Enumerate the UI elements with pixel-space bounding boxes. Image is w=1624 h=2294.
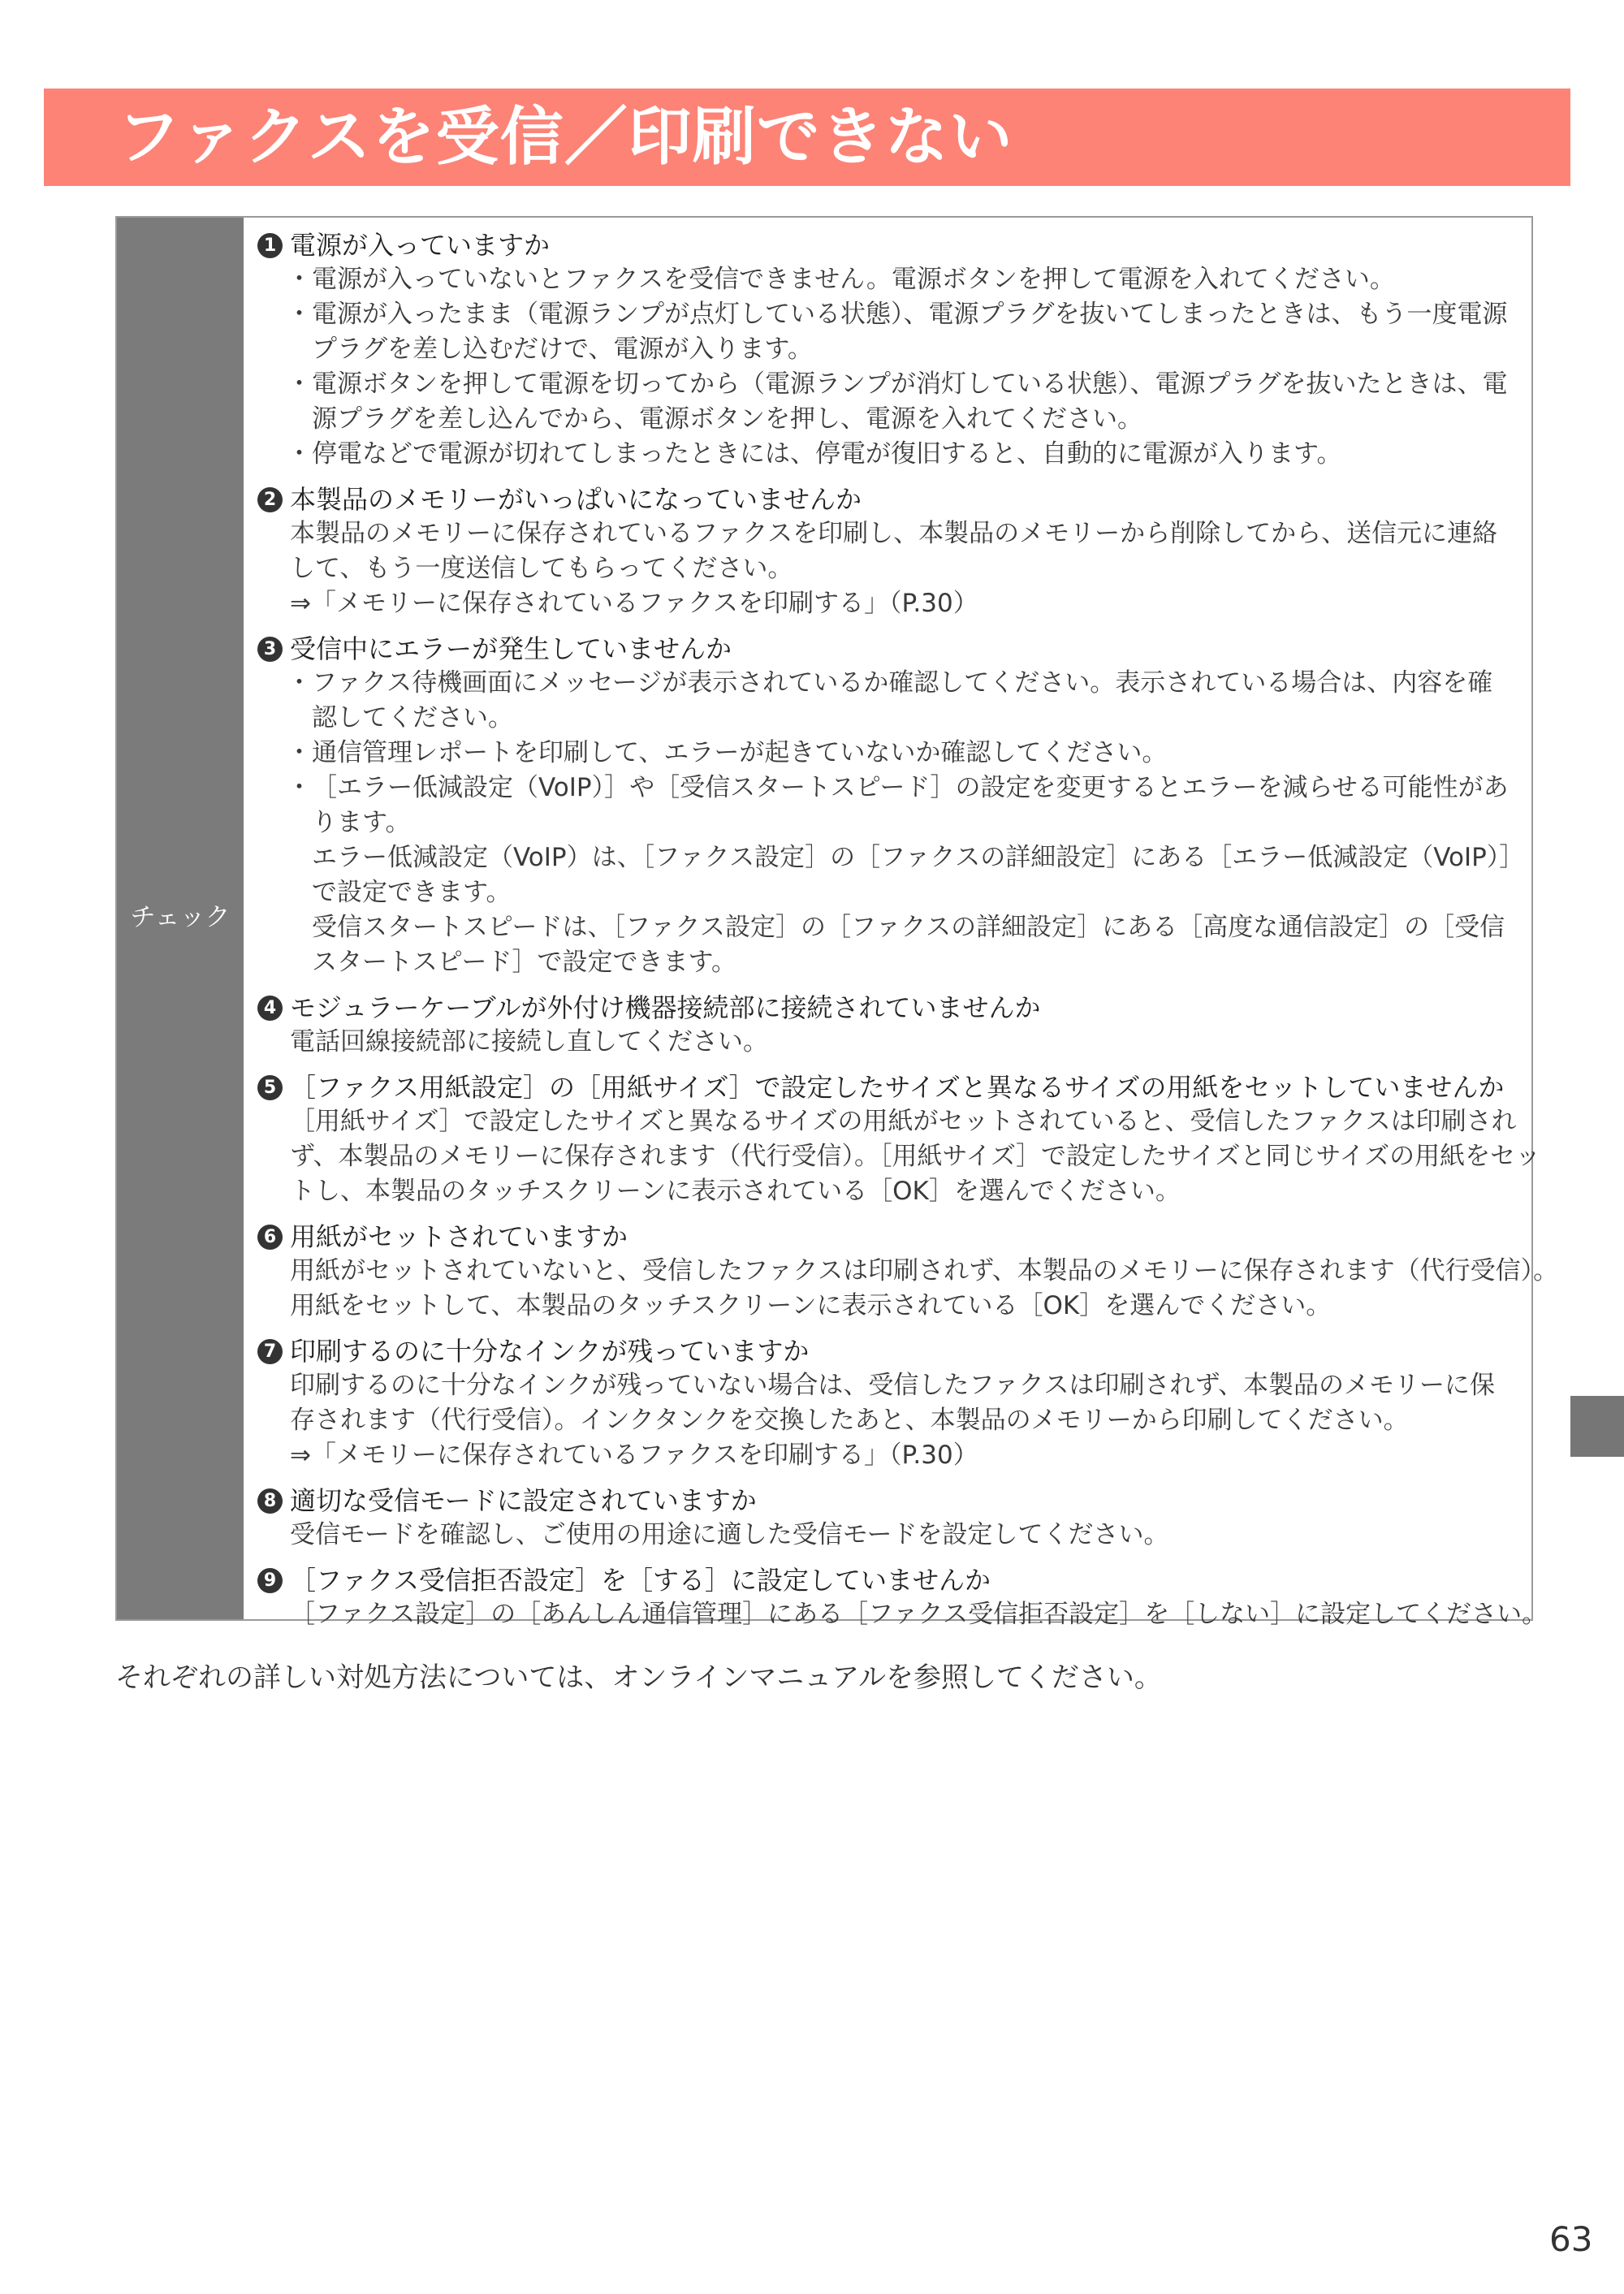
check-item-heading <box>257 1220 1517 1254</box>
check-item-heading <box>257 1564 1517 1597</box>
page-title: ファクスを受信／印刷できない <box>117 101 1013 174</box>
text-line: ・ 電源が入っていないとファクスを受信できません。電源ボタンを押して電源を入れてください。 <box>312 265 1395 294</box>
item-body <box>290 1254 1559 1324</box>
check-item <box>257 1335 1517 1473</box>
check-label: チェック <box>130 903 231 932</box>
heading-text: 適切な受信モードに設定されていますか <box>290 1485 757 1516</box>
item-number-badge: 3 <box>257 637 283 662</box>
text-line: ・ ファクス待機画面にメッセージが表示されているか確認してください。表示されている場合は、内容を確 <box>312 668 1493 698</box>
check-item <box>257 483 1517 621</box>
text-line: 認してください。 <box>312 703 513 732</box>
check-table <box>115 216 1559 1629</box>
footer-note: それぞれの詳しい対処方法については、オンラインマニュアルを参照してください。 <box>115 1661 1162 1694</box>
text-line: ・ 電源が入ったまま（電源ランプが点灯している状態）、電源プラグを抜いてしまったときは、もう一度電源 <box>312 300 1508 329</box>
check-label-column <box>117 218 244 1619</box>
item-number-badge: 5 <box>257 1075 283 1100</box>
bullet-item <box>290 771 1525 980</box>
bullet-item <box>290 666 1517 736</box>
bullet-item <box>290 262 1517 297</box>
text-line: ります。 <box>312 808 411 837</box>
text-line: 本製品のメモリーに保存されているファクスを印刷し、本製品のメモリーから削除してから、送信元に連絡 <box>290 519 1498 548</box>
check-item <box>257 1564 1548 1632</box>
text-line: ［ファクス設定］の［あんしん通信管理］にある［ファクス受信拒否設定］を［しない］に設定してください。 <box>290 1600 1548 1629</box>
text-line: ・ 電源ボタンを押して電源を切ってから（電源ランプが消灯している状態）、電源プラグを抜いたときは、電 <box>312 369 1508 399</box>
item-body <box>290 1597 1548 1632</box>
check-item-heading <box>257 1335 1517 1368</box>
text-line: エラー低減設定（VoIP）は、［ファクス設定］の［ファクスの詳細設定］にある［エラー低減設定（VoIP）］ <box>312 843 1525 872</box>
item-body <box>290 1368 1517 1473</box>
bullet-list <box>290 666 1525 980</box>
heading-text: 受信中にエラーが発生していませんか <box>290 633 732 664</box>
text-line: 用紙がセットされていないと、受信したファクスは印刷されず、本製品のメモリーに保存されます（代行受信）。 <box>290 1256 1559 1285</box>
check-item-heading <box>257 991 1517 1025</box>
check-item <box>257 1220 1559 1324</box>
text-line: 用紙をセットして、本製品のタッチスクリーンに表示されている［OK］を選んでください。 <box>290 1291 1332 1320</box>
bullet-item <box>290 367 1517 437</box>
text-line: スタートスピード］で設定できます。 <box>312 948 736 977</box>
heading-text: ［ファクス用紙設定］の［用紙サイズ］で設定したサイズと異なるサイズの用紙をセットしていませんか <box>290 1072 1505 1103</box>
check-item-heading <box>257 483 1517 516</box>
bullet-item <box>290 736 1517 771</box>
item-body <box>290 1025 1517 1060</box>
section-tab <box>1570 1396 1624 1457</box>
text-line: ⇒「メモリーに保存されているファクスを印刷する」（P.30） <box>290 589 978 618</box>
text-line: で設定できます。 <box>312 878 512 907</box>
check-item-heading <box>257 229 1517 262</box>
item-number-badge: 2 <box>257 487 283 512</box>
item-body <box>290 1104 1541 1209</box>
bullet-item <box>290 437 1517 472</box>
text-line: 存されます（代行受信）。インクタンクを交換したあと、本製品のメモリーから印刷してください。 <box>290 1406 1409 1435</box>
heading-text: モジュラーケーブルが外付け機器接続部に接続されていませんか <box>290 992 1041 1023</box>
text-line: プラグを差し込むだけで、電源が入ります。 <box>312 335 813 364</box>
heading-text: ［ファクス受信拒否設定］を［する］に設定していませんか <box>290 1565 991 1596</box>
text-line: 電話回線接続部に接続し直してください。 <box>290 1027 768 1056</box>
check-item <box>257 991 1517 1060</box>
item-number-badge: 4 <box>257 996 283 1021</box>
text-line: ・ 停電などで電源が切れてしまったときには、停電が復旧すると、自動的に電源が入ります。 <box>312 439 1342 469</box>
text-line: ⇒「メモリーに保存されているファクスを印刷する」（P.30） <box>290 1441 978 1470</box>
item-body <box>290 516 1517 621</box>
page-number: 63 <box>1549 2219 1593 2259</box>
item-number-badge: 9 <box>257 1568 283 1593</box>
check-item-heading <box>257 1071 1517 1104</box>
heading-text: 電源が入っていますか <box>290 230 551 261</box>
item-number-badge: 7 <box>257 1339 283 1364</box>
item-number-badge: 1 <box>257 233 283 258</box>
text-line: ・ ［エラー低減設定（VoIP）］や［受信スタートスピード］の設定を変更するとエラーを減らせる可能性があ <box>312 773 1509 802</box>
heading-text: 本製品のメモリーがいっぱいになっていませんか <box>290 484 862 515</box>
text-line: 受信モードを確認し、ご使用の用途に適した受信モードを設定してください。 <box>290 1520 1169 1549</box>
title-banner <box>44 89 1570 186</box>
check-item <box>257 1484 1517 1553</box>
bullet-item <box>290 297 1517 367</box>
text-line: 印刷するのに十分なインクが残っていない場合は、受信したファクスは印刷されず、本製品のメモリーに保 <box>290 1371 1495 1400</box>
heading-text: 印刷するのに十分なインクが残っていますか <box>290 1336 810 1367</box>
text-line: ・ 通信管理レポートを印刷して、エラーが起きていないか確認してください。 <box>312 738 1168 767</box>
heading-text: 用紙がセットされていますか <box>290 1221 628 1252</box>
check-item <box>257 229 1517 472</box>
text-line: トし、本製品のタッチスクリーンに表示されている［OK］を選んでください。 <box>290 1177 1181 1206</box>
check-item-heading <box>257 1484 1517 1518</box>
check-items <box>257 229 1559 1644</box>
text-line: して、もう一度送信してもらってください。 <box>290 554 793 583</box>
text-line: ず、本製品のメモリーに保存されます（代行受信）。［用紙サイズ］で設定したサイズと同じサイズの用紙をセッ <box>290 1142 1541 1171</box>
check-item <box>257 633 1525 980</box>
item-body <box>290 1518 1517 1553</box>
item-number-badge: 6 <box>257 1225 283 1250</box>
item-number-badge: 8 <box>257 1488 283 1514</box>
text-line: 源プラグを差し込んでから、電源ボタンを押し、電源を入れてください。 <box>312 404 1142 434</box>
check-item-heading <box>257 633 1517 666</box>
text-line: ［用紙サイズ］で設定したサイズと異なるサイズの用紙がセットされていると、受信したファクスは印刷され <box>290 1107 1517 1136</box>
bullet-list <box>290 262 1517 472</box>
text-line: 受信スタートスピードは、［ファクス設定］の［ファクスの詳細設定］にある［高度な通信設定］の［受信 <box>312 913 1505 942</box>
check-item <box>257 1071 1541 1209</box>
